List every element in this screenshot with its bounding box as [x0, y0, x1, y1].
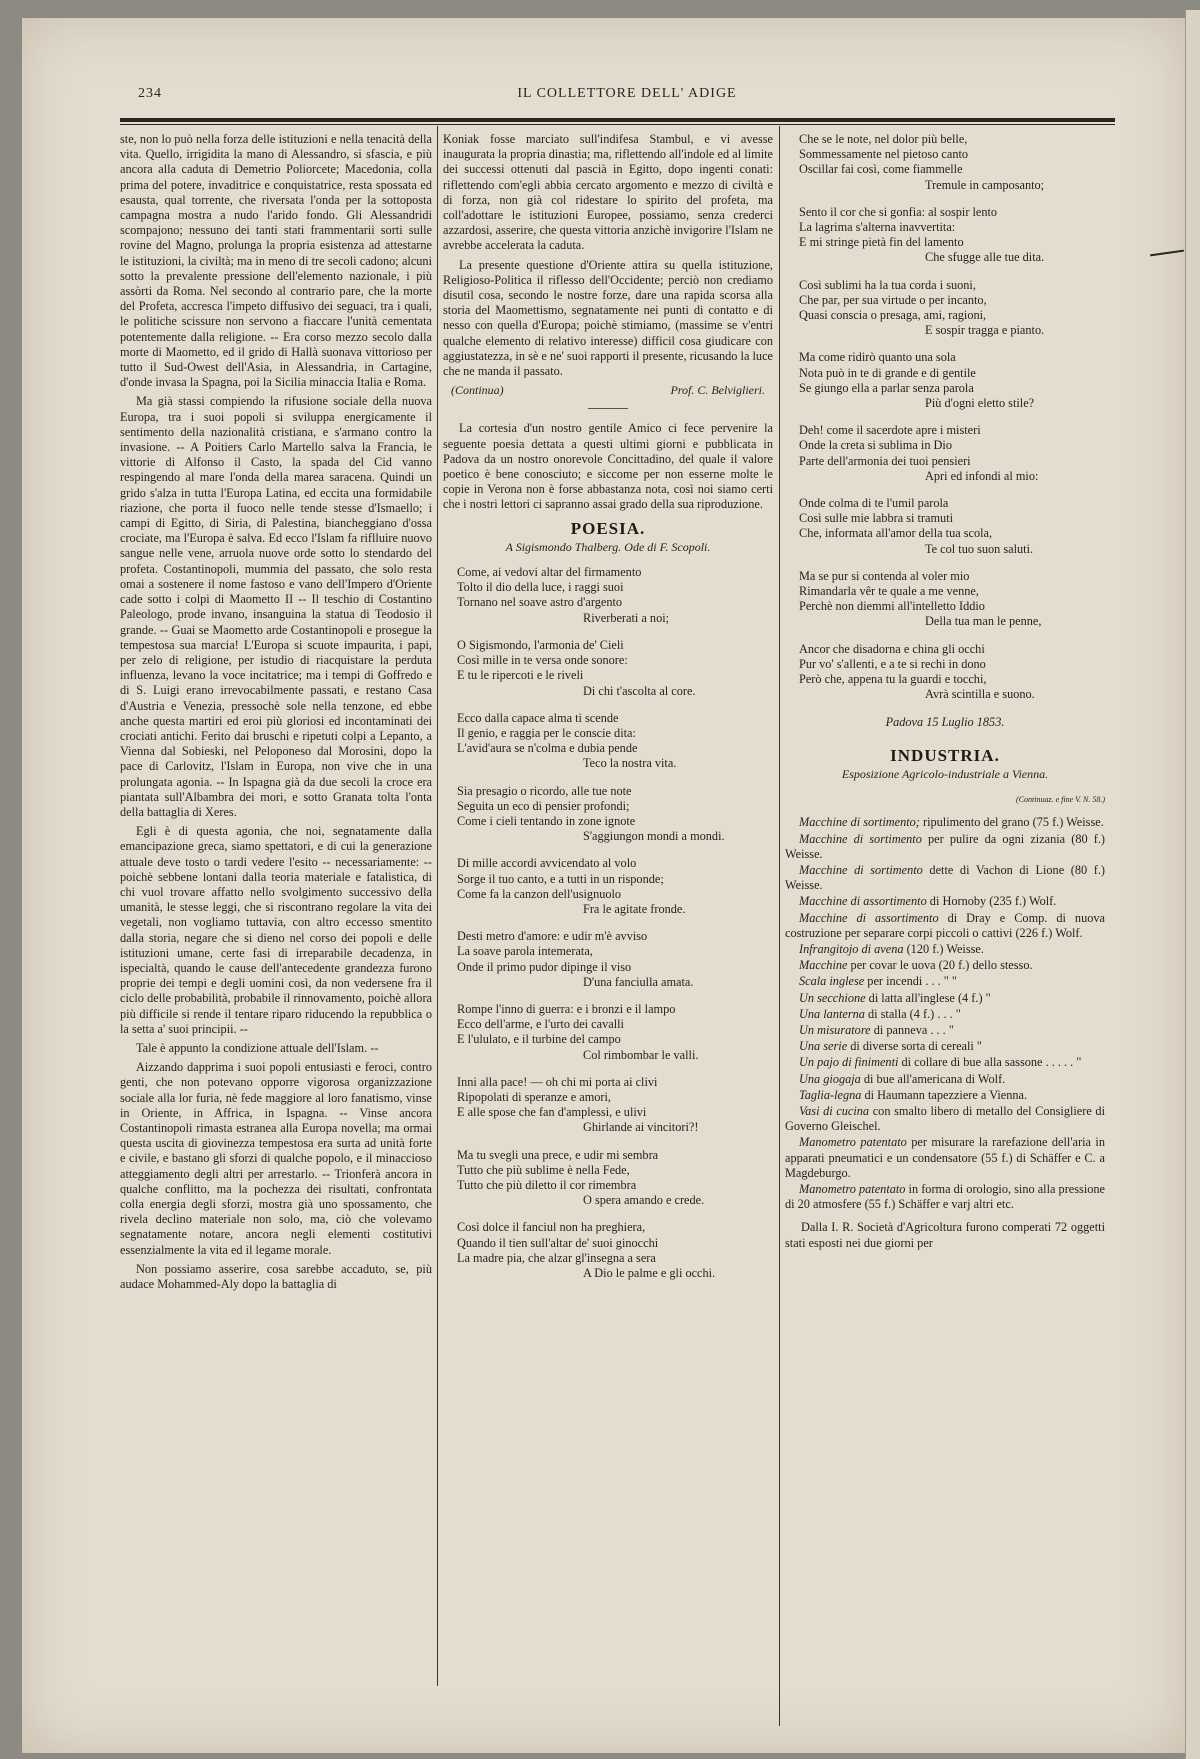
poem-verse: Ma se pur si contenda al voler mio	[799, 568, 970, 583]
poem-stanza	[443, 1220, 773, 1281]
poem-verse: E sospir tragga e pianto.	[925, 323, 1045, 338]
poem-verse: Ecco dell'arme, e l'urto dei cavalli	[457, 1017, 624, 1032]
poem-introduction: La cortesia d'un nostro gentile Amico ci fece pervenire la seguente poesia dettata a questi ultimi giorni e pubblicata in Padova da un nostro onorevole Concittadino, del quale il valore poetico è bene conosciuto; e siccome per non esserne molte le copie in Verona non è forse abbastanza nota, così noi siamo certi che i nostri lettori ci sapranno assai grado della sua riproduzione.	[443, 421, 773, 512]
exhibition-item	[785, 863, 1105, 893]
exhibition-item-name: Macchine di sortimento;	[799, 815, 920, 830]
poem-verse: Col rimbombar le valli.	[583, 1047, 699, 1062]
exhibition-item-name: Macchine di assortimento	[799, 910, 939, 925]
poem-stanza	[785, 205, 1105, 266]
article-signature	[451, 383, 765, 398]
poem-verse: Il genio, e raggia per le conscie dita:	[457, 725, 636, 740]
exhibition-item	[785, 1104, 1105, 1134]
poem-verse: S'aggiungon mondi a mondi.	[583, 829, 725, 844]
exhibition-item-name: Una giogaja	[799, 1071, 861, 1086]
poem-verse: Come, ai vedovi altar del firmamento	[457, 565, 642, 580]
exhibition-item-detail: di bue all'americana di Wolf.	[860, 1071, 1006, 1086]
poem-verse: E mi stringe pietà fin del lamento	[799, 235, 964, 250]
column-2	[443, 132, 773, 1732]
poem-verse: Di chi t'ascolta al core.	[583, 683, 696, 698]
exhibition-item-name: Manometro patentato	[799, 1135, 907, 1150]
poem-verse: Così sublimi ha la tua corda i suoni,	[799, 277, 976, 292]
industria-subtitle: Esposizione Agricolo-industriale a Vienna.	[841, 766, 1049, 781]
paragraph: Non possiamo asserire, cosa sarebbe accaduto, se, più audace Mohammed-Aly dopo la battaglia di	[120, 1261, 432, 1292]
exhibition-item-detail: con smalto libero di metallo del Consigliere di Governo Gleischel.	[785, 1103, 1106, 1134]
poem-verse: Seguita un eco di pensier profondi;	[457, 798, 630, 813]
section-separator	[588, 408, 628, 409]
exhibition-item-name: Un misuratore	[799, 1022, 871, 1037]
exhibition-item-name: Infrangitojo di avena	[799, 941, 904, 956]
poem-stanza	[443, 711, 773, 772]
poem-verse: Apri ed infondi al mio:	[925, 468, 1039, 483]
header-rule-thick	[120, 118, 1115, 122]
exhibition-items-list	[785, 815, 1105, 1212]
poem-verse: Onde il primo pudor dipinge il viso	[457, 959, 632, 974]
exhibition-item-detail: ripulimento del grano (75 f.) Weisse.	[919, 815, 1104, 830]
paragraph: Tale è appunto la condizione attuale dell'Islam. --	[136, 1040, 379, 1055]
poem-stanza	[443, 1148, 773, 1209]
poem-verse: O spera amando e crede.	[583, 1193, 705, 1208]
poem-verse: A Dio le palme e gli occhi.	[583, 1266, 716, 1280]
poem-verse: Onde la creta si sublima in Dio	[799, 438, 952, 453]
poem-verse: Così sulle mie labbra si tramuti	[799, 511, 954, 526]
poem-verse: Che, informata all'amor della tua scola,	[799, 526, 993, 541]
section-title-poesia: POESIA.	[570, 518, 646, 538]
paragraph: La presente questione d'Oriente attira su quella istituzione, Religioso-Politica il riflesso dell'Occidente; perciò non crediamo disutil cosa, secondo le nostre forze, dare una rapida scorsa alla storia del Maomettismo, segnatamente nei punti di contatto e di nesso con quella d'Europa; poichè stimiamo, (massime se v'entri qualche elemento di relativo interesse) difficil cosa giudicare con aggiustatezza, in sè e ne' suoi rapporti il presente, ricusando la luce che ne manda il passato.	[443, 257, 773, 379]
exhibition-item	[785, 1007, 1105, 1022]
poem-verse: Come i cieli tentando in zone ignote	[457, 813, 636, 828]
poem-verse: Quasi conscia o presaga, ami, ragioni,	[799, 308, 987, 323]
poem-verse: Nota può in te di grande e di gentile	[799, 365, 976, 380]
article-author: Prof. C. Belviglieri.	[670, 383, 765, 398]
exhibition-item	[785, 942, 1105, 957]
poem-verse: Quando il tien sull'altar de' suoi ginocchi	[457, 1235, 659, 1250]
exhibition-item-detail: di Dray e Comp. di nuova costruzione per separare corpi piccoli o cattivi (226 f.) Wolf.	[785, 910, 1105, 940]
exhibition-item-detail: di collare di bue alla sassone . . . . . "	[898, 1055, 1082, 1070]
paragraph: Koniak fosse marciato sull'indifesa Stambul, e vi avesse inaugurata la propria dinastia; ma, riflettendo all'indole ed al limite dei successi ottenuti dal pascià in Egitto, dopo ingenti conati: riflettendo com'egli abbia cercato argomento e mezzo di civiltà e di forza, non già col ridestare lo spirito del profeta, ma coll'adottare le istituzioni Europee, possiamo, senza crederci azzardosi, asserire, che questa vittoria anzichè invigorire l'Islam ne avrebbe accelerata la caduta.	[443, 132, 773, 253]
exhibition-item	[785, 911, 1105, 941]
poem-verse: Tutto che più sublime è nella Fede,	[457, 1162, 630, 1177]
poem-verse: La madre pia, che alzar gl'insegna a sera	[457, 1250, 656, 1265]
poem-stanza	[785, 350, 1105, 411]
poem-verse: Come fa la canzon dell'usignuolo	[457, 886, 622, 901]
poem-stanza	[443, 929, 773, 990]
exhibition-item-detail: di panneva . . . "	[870, 1022, 954, 1037]
exhibition-item	[785, 974, 1105, 989]
poem-stanza	[785, 569, 1105, 630]
poem-part-1	[443, 565, 773, 1281]
poem-verse: Tutto che più diletto il cor rimembra	[457, 1177, 637, 1192]
exhibition-item-name: Un pajo di finimenti	[799, 1055, 899, 1070]
poem-verse: Tremule in camposanto;	[925, 177, 1045, 192]
poem-verse: Sento il cor che si gonfia: al sospir lento	[799, 204, 998, 219]
header-rule-thin	[120, 124, 1115, 125]
page-header	[138, 84, 1116, 108]
poem-verse: Sia presagio o ricordo, alle tue note	[457, 783, 632, 798]
exhibition-item-name: Scala inglese	[799, 974, 865, 989]
column-divider-2	[779, 126, 780, 1726]
poem-verse: Onde colma di te l'umil parola	[799, 496, 949, 511]
poem-verse: Che par, per sua virtude o per incanto,	[799, 292, 987, 307]
paragraph: Ma già stassi compiendo la rifusione sociale della nuova Europa, tra i suoi popoli si sviluppa energicamente il sentimento della nazionalità cristiana, e s'armano contro la invasione. -- A Poitiers Carlo Martello salva la Francia, le vittorie di Alfonso il Casto, la spada del Cid vanno respingendo al mare l'onda della marea saracena. Quindi un grido s'alza in tutta l'Europa Latina, ed eccita una formidabile riazione, che porta il fuoco nelle tende stesse d'Ismaello; i campi di Egitto, di Siria, di Palestina, biancheggiano d'ossa crociate, ma l'Europa è salva. Ed ecco l'Islam fa riflluire nuovo sangue nelle vene, arruola nuove orde sotto lo stendardo del profeta. Costantinopoli, mummia del passato, che solo resta omai a sostenere il nome fastoso e vano dell'Impero d'Oriente cade sotto i colpi di Maometto II -- Il teschio di Costantino Paleologo, prode invano, insanguina la statua di Teodosio il grande. -- Guai se Maometto arde Costantinopoli e prosegue la tempestosa sua marcia! L'Europa si scuote impaurita, i papi, per zelo di religione, per istudio di riacquistare la perduta influenza, levano la voce incitatrice; ma i tempi di Goffredo e di S. Luigi erano irrevocabilmente passati, e restano Casa d'Austria e Venezia, pressochè sole nella tenzone, ed ebbe anche questa martiri ed eroi più gloriosi ed incontaminati dei crociati antichi. Ferito dai bruschi e ripetuti colpi a Lepanto, a Vienna dal Sobieski, nel Peloponeso dal Morosini, dopo la pace di Carlovitz, l'Islam in Europa, non vive che in una prolungata agonia. -- In Ispagna già da due secoli la croce era piantata sull'Albambra dei mori, e sotto Granata tolta l'onta della battaglia di Xeres.	[120, 394, 432, 819]
exhibition-item-detail: di latta all'inglese (4 f.) "	[865, 990, 991, 1005]
poem-verse: D'una fanciulla amata.	[583, 974, 694, 989]
poem-verse: Che sfugge alle tue dita.	[925, 250, 1045, 265]
exhibition-item-name: Macchine di sortimento	[799, 831, 922, 846]
poem-verse: Teco la nostra vita.	[583, 756, 677, 771]
exhibition-item	[785, 1135, 1105, 1181]
poem-verse: Sorge il tuo canto, e a tutti in un risponde;	[457, 871, 664, 886]
exhibition-item	[785, 815, 1105, 830]
poem-verse: Così mille in te versa onde sonore:	[457, 653, 628, 668]
poem-verse: Ecco dalla capace alma ti scende	[457, 710, 619, 725]
poem-stanza	[443, 1002, 773, 1063]
exhibition-item-detail: dette di Vachon di Lione (80 f.) Weisse.	[785, 862, 1106, 893]
exhibition-item-name: Macchine di sortimento	[799, 862, 923, 877]
exhibition-item	[785, 894, 1105, 909]
poem-stanza	[443, 784, 773, 845]
poem-verse: Rimandarla vêr te quale a me venne,	[799, 584, 979, 599]
poem-verse: E l'ululato, e il turbine del campo	[457, 1032, 621, 1047]
poem-verse: Così dolce il fanciul non ha preghiera,	[457, 1220, 646, 1235]
exhibition-item-detail: per misurare la rarefazione dell'aria in apparati pneumatici e un condensatore (55 f.) di Schäffer e C. a Magdeburgo.	[785, 1135, 1105, 1180]
exhibition-item	[785, 832, 1105, 862]
exhibition-item	[785, 958, 1105, 973]
poem-stanza	[785, 132, 1105, 193]
poem-verse: Ripopolati di speranze e amori,	[457, 1089, 612, 1104]
exhibition-item-name: Una serie	[799, 1039, 848, 1054]
poem-subtitle: A Sigismondo Thalberg. Ode di F. Scopoli.	[505, 539, 711, 554]
poem-verse: Perchè non diemmi all'intelletto Iddio	[799, 599, 985, 614]
exhibition-item	[785, 1023, 1105, 1038]
poem-stanza	[785, 642, 1105, 703]
poem-verse: La lagrima s'alterna inavvertita:	[799, 220, 956, 235]
exhibition-item	[785, 991, 1105, 1006]
poem-verse: Se giungo ella a parlar senza parola	[799, 380, 974, 395]
poem-verse: Però che, appena tu la guardi e tocchi,	[799, 672, 987, 687]
poem-verse: Oscillar fai così, come fiammelle	[799, 162, 963, 177]
poem-part-2	[785, 132, 1105, 703]
poem-verse: Desti metro d'amore: e udir m'è avviso	[457, 929, 648, 944]
paragraph: Aizzando dapprima i suoi popoli entusiasti e feroci, contro genti, che non potevano opporre vigorosa organizzazione sociale alla lor furia, nè fede maggiore al loro fanatismo, vinse in Oriente, in Affrica, in Ispagna. -- Vinse ancora Costantinopoli rimasta estranea alla Europa novella; ma ormai questa uscita di giovinezza tempestosa era surta ad unità forte e civile, e bastano gli sforzi di qualche popolo, e il minaccioso atteggiamento degli altri per arrestarlo. -- Trionferà ancora in qualche conflitto, ma la pochezza dei risultati, confrontata colla energia degli sforzi, mostra già uno spossamento, che rivela declino materiale non solo, ma, ciò che volevamo segnatamente notare, ancora negli elementi costitutivi essenzialmente la vita ed il legame morale.	[120, 1060, 432, 1257]
exhibition-item-detail: in forma di orologio, sino alla pressione di 20 atmosfere (55 f.) Schäffer e varj altri etc.	[785, 1181, 1105, 1212]
exhibition-item-detail: per incendi . . . " "	[864, 974, 957, 989]
poem-verse: La soave parola intemerata,	[457, 944, 593, 959]
poem-verse: Sommessamente nel pietoso canto	[799, 147, 969, 162]
exhibition-item	[785, 1088, 1105, 1103]
exhibition-item-detail: per pulire da ogni zizania (80 f.) Weisse.	[785, 831, 1106, 861]
poem-verse: Fra le agitate fronde.	[583, 901, 686, 916]
continuation-reference: (Continuaz. e fine V. N. 58.)	[1016, 795, 1105, 805]
section-title-industria: INDUSTRIA.	[890, 745, 1000, 765]
poem-verse: E tu le ripercoti e le riveli	[457, 668, 584, 683]
poem-verse: Tornano nel soave astro d'argento	[457, 595, 623, 610]
exhibition-item-detail: di diverse sorta di cereali "	[847, 1039, 982, 1054]
exhibition-item-name: Macchine di assortimento	[799, 894, 927, 909]
poem-verse: Ancor che disadorna e china gli occhi	[799, 641, 985, 656]
paragraph: ste, non lo può nella forza delle istituzioni e nella tenacità della vita. Quello, irrigidita la mano di Alessandro, si sfascia, e più ancora alla caduta di Demetrio Poliorcete; Macedonia, colla prima del potere, invaditrice e conquistatrice, resta spossata ed esausta, qual torrente, che riversata l'onda per la sottoposta campagna mostra a nudo l'arido fondo. Gli Alessandridi scompajono; nessuno dei tanti stati frammentarii sorti sulle rovine del Magno, prolunga la propria esistenza ad attestarne le istituzioni, la civiltà; ma in meno di tre secoli cadono; alcuni sotto la prevalente pressione dell'elemento nazionale, i più assòrti da Roma. Nel secondo al contrario pare, che la morte del Profeta, accresca l'impeto diffusivo dei seguaci, tra i quali, le politiche scissure non servono a fiaccare l'unità cementata potentemente dalla religione. -- Era corso mezzo secolo dalla morte di Maometto, ed il grido di Hallà suonava vittorioso per tutto il Sud-Owest dell'Asia, in Alessandria, in Cartagine, d'onde invasa la Spagna, poi la Sicilia minaccia Italia e Roma.	[120, 132, 432, 390]
poem-verse: Di mille accordi avvicendato al volo	[457, 856, 637, 871]
poem-stanza	[785, 278, 1105, 339]
column-1	[120, 132, 432, 1732]
poem-verse: Inni alla pace! — oh chi mi porta ai clivi	[457, 1074, 658, 1089]
poem-verse: Più d'ogni eletto stile?	[925, 396, 1035, 411]
poem-verse: Ma come ridirò quanto una sola	[799, 350, 956, 365]
poem-verse: Pur vo' s'allenti, e a te si rechi in dono	[799, 656, 986, 671]
poem-verse: L'avid'aura se n'colma e dubia pende	[457, 741, 638, 756]
exhibition-item-detail: di stalla (4 f.) . . . "	[864, 1006, 961, 1021]
column-3	[785, 132, 1105, 1732]
poem-dateline: Padova 15 Luglio 1853.	[885, 714, 1005, 729]
exhibition-item-name: Vasi di cucina	[799, 1103, 870, 1118]
exhibition-item-detail: di Haumann tapezziere a Vienna.	[861, 1087, 1028, 1102]
column-divider-1	[437, 126, 438, 1686]
poem-verse: Rompe l'inno di guerra: e i bronzi e il lampo	[457, 1001, 676, 1016]
exhibition-item-name: Macchine	[799, 958, 848, 973]
poem-stanza	[443, 638, 773, 699]
exhibition-item	[785, 1072, 1105, 1087]
poem-verse: Ghirlande ai vincitori?!	[583, 1120, 699, 1135]
poem-verse: Che se le note, nel dolor più belle,	[799, 132, 968, 146]
poem-verse: Deh! come il sacerdote apre i misteri	[799, 423, 981, 438]
poem-verse: Tolto il dio della luce, i raggi suoi	[457, 580, 624, 595]
paragraph: Egli è di questa agonia, che noi, segnatamente dalla emancipazione greca, siamo spettatori, e di cui la generazione attuale deve tosto o tardi vedere l'esito -- necessariamente: -- poichè sebbene lontani dalla teoria materiale e fatalistica, di chi vuol trovare affatto nello svolgimento successivo della umanità, le stesse leggi, che si riscontrano regolare la vita dei vegetali, non vogliamo tuttavia, con altro eccesso smentito dalla storia, negare che si dieno nel corso dei popoli e delle istituzioni umane, certe fasi di irreparabile decadenza, in ispecialtà, quando le cause dell'antecedente grandezza furono proprie dei tempi e degli uomini così, da non vedersene fra il ciclo delle probabilità, probabile il rinnovamento, poichè allora più difficile si rende il tentare riparo riducendo la repubblica o la setta a' suoi principii. --	[120, 824, 432, 1036]
poem-verse: Te col tuo suon saluti.	[925, 541, 1034, 556]
masthead: IL COLLETTORE DELL' ADIGE	[517, 86, 737, 101]
exhibition-item-name: Un secchione	[799, 990, 866, 1005]
poem-stanza	[443, 856, 773, 917]
continua-note: (Continua)	[451, 383, 504, 398]
poem-verse: Avrà scintilla e suono.	[925, 687, 1035, 702]
exhibition-item-name: Manometro patentato	[799, 1181, 906, 1196]
poem-stanza	[785, 423, 1105, 484]
poem-stanza	[443, 565, 773, 626]
poem-verse: Della tua man le penne,	[925, 614, 1042, 629]
closing-paragraph: Dalla I. R. Società d'Agricoltura furono comperati 72 oggetti stati esposti nei due giorni per	[785, 1220, 1105, 1250]
exhibition-item	[785, 1055, 1105, 1070]
exhibition-item-detail: (120 f.) Weisse.	[903, 941, 984, 956]
exhibition-item	[785, 1182, 1105, 1212]
exhibition-item-name: Una lanterna	[799, 1006, 865, 1021]
exhibition-item-detail: di Hornoby (235 f.) Wolf.	[926, 894, 1057, 909]
exhibition-item	[785, 1039, 1105, 1054]
exhibition-item-detail: per covar le uova (20 f.) dello stesso.	[847, 958, 1033, 973]
poem-verse: Riverberati a noi;	[583, 610, 670, 625]
poem-stanza	[443, 1075, 773, 1136]
poem-verse: Ma tu svegli una prece, e udir mi sembra	[457, 1147, 659, 1162]
poem-stanza	[785, 496, 1105, 557]
page-number: 234	[138, 86, 162, 101]
poem-verse: E alle spose che fan d'amplessi, e ulivi	[457, 1105, 647, 1120]
poem-verse: O Sigismondo, l'armonia de' Cieli	[457, 637, 624, 652]
poem-verse: Parte dell'armonia dei tuoi pensieri	[799, 453, 971, 468]
exhibition-item-name: Taglia-legna	[799, 1087, 862, 1102]
adjacent-page-edge	[1185, 10, 1200, 1759]
